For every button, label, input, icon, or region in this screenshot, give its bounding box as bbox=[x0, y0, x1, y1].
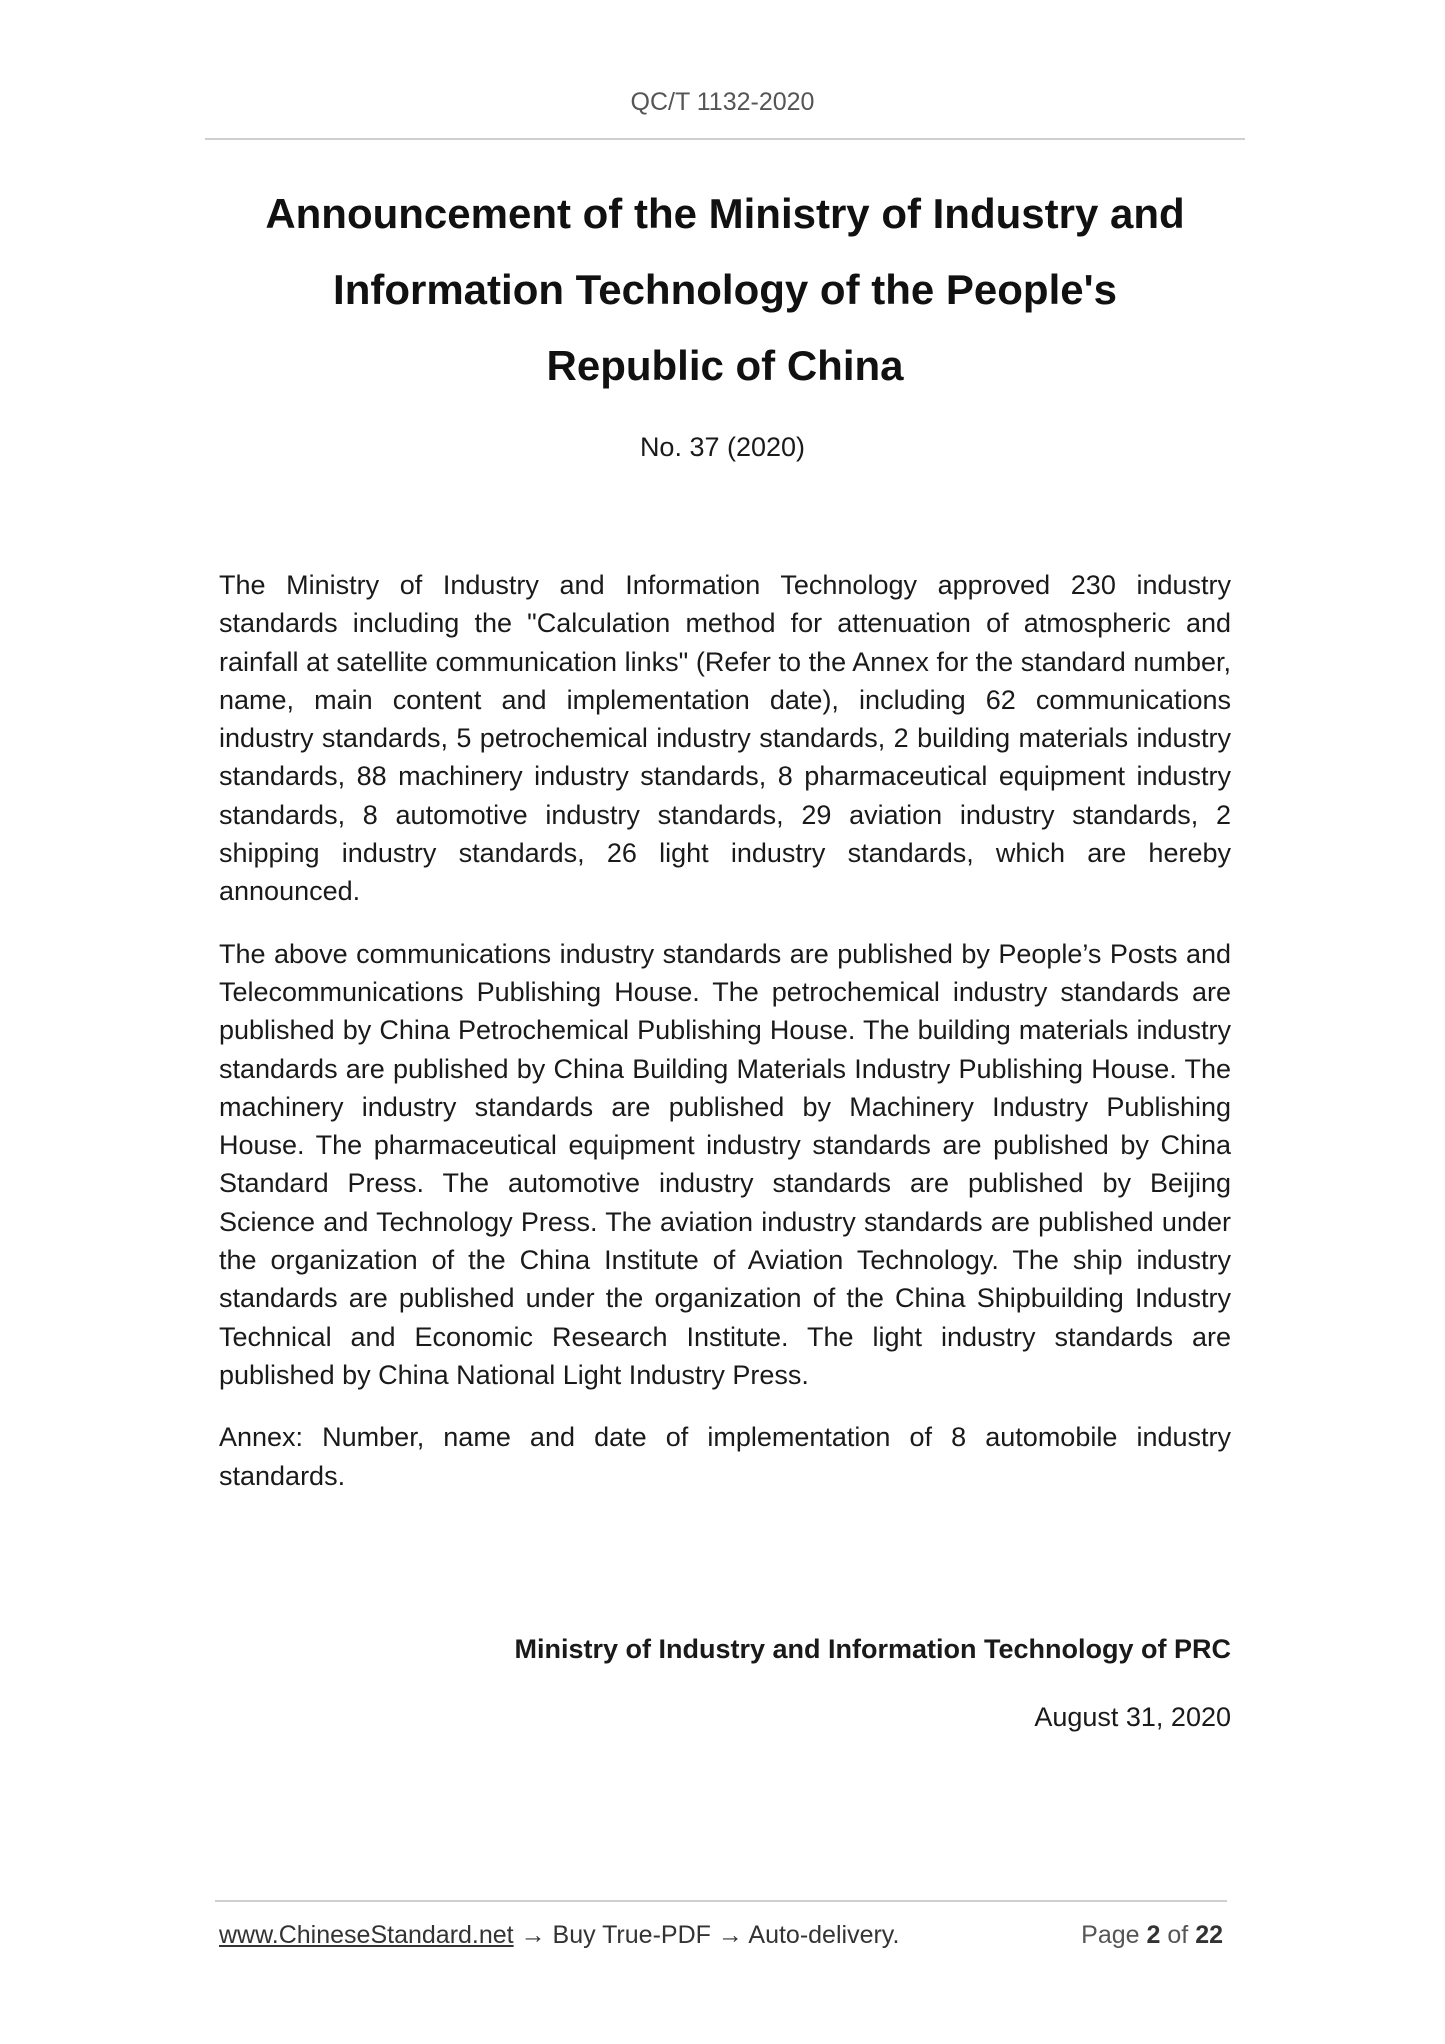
page-indicator bbox=[1081, 1921, 1223, 1950]
title-line: Republic of China bbox=[546, 342, 904, 389]
title-line: Announcement of the Ministry of Industry and bbox=[265, 190, 1185, 237]
document-code-header: QC/T 1132-2020 bbox=[630, 88, 815, 116]
total-pages-number: 22 bbox=[1195, 1921, 1223, 1949]
footer-divider bbox=[215, 1900, 1227, 1902]
body-paragraph: The above communications industry standards are published by People’s Posts and Telecommunications Publishing House. The petrochemical industry standards are published by China Petrochemical Publishing House. The building materials industry standards are published by China Building Materials Industry Publishing House. The machinery industry standards are published by Machinery Industry Publishing House. The pharmaceutical equipment industry standards are published by China Standard Press. The automotive industry standards are published by Beijing Science and Technology Press. The aviation industry standards are published under the organization of the China Institute of Aviation Technology. The ship industry standards are published under the organization of the China Shipbuilding Industry Technical and Economic Research Institute. The light industry standards are published by China National Light Industry Press. bbox=[219, 938, 1231, 1390]
announcement-body bbox=[219, 566, 1231, 1519]
page-label: Page bbox=[1081, 1921, 1140, 1949]
title-line: Information Technology of the People's bbox=[333, 266, 1117, 313]
header-divider bbox=[205, 138, 1245, 140]
current-page-number: 2 bbox=[1146, 1921, 1161, 1949]
announcement-number: No. 37 (2020) bbox=[639, 432, 806, 462]
body-paragraph: The Ministry of Industry and Information Technology approved 230 industry standards including the "Calculation method for attenuation of atmospheric and rainfall at satellite communication links" (Refer to the Annex for the standard number, name, main content and implementation date), including 62 communications industry standards, 5 petrochemical industry standards, 2 building materials industry standards, 88 machinery industry standards, 8 pharmaceutical equipment industry standards, 8 automotive industry standards, 29 aviation industry standards, 2 shipping industry standards, 26 light industry standards, which are hereby announced. bbox=[219, 570, 1231, 907]
footer-promo bbox=[219, 1921, 899, 1950]
page-of-label: of bbox=[1167, 1921, 1189, 1949]
website-link[interactable]: www.ChineseStandard.net bbox=[219, 1921, 514, 1949]
annex-paragraph: Annex: Number, name and date of implementation of 8 automobile industry standards. bbox=[219, 1422, 1231, 1491]
signatory: Ministry of Industry and Information Technology of PRC bbox=[514, 1634, 1231, 1664]
announcement-date: August 31, 2020 bbox=[1034, 1702, 1231, 1732]
footer-tagline: → Buy True-PDF → Auto-delivery. bbox=[513, 1921, 900, 1949]
announcement-title bbox=[205, 176, 1245, 404]
